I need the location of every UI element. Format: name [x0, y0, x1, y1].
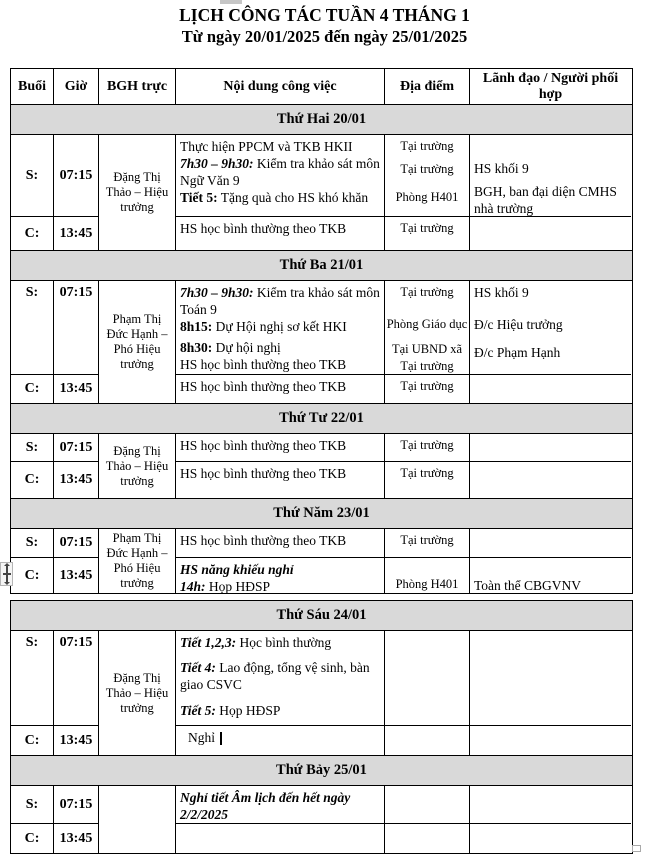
location-cell[interactable]: [385, 726, 469, 755]
paragraph: [474, 344, 628, 361]
paragraph: [180, 437, 380, 454]
session-cell[interactable]: S:: [11, 529, 53, 558]
table-header-row: [11, 69, 632, 105]
paragraph: [180, 532, 380, 549]
paragraph: [180, 465, 380, 482]
paragraph: [180, 729, 380, 746]
session-cell[interactable]: C:: [24, 732, 40, 748]
paragraph: [474, 160, 628, 177]
text-run: Tại trường: [400, 533, 454, 547]
text-run: Kiểm tra khảo sát môn Toán 9: [180, 285, 380, 317]
column-bgh: [99, 434, 176, 498]
column-partners: [470, 529, 631, 593]
text-run: Tại trường: [400, 139, 454, 153]
text-run: Tại trường: [400, 221, 454, 235]
partners-cell[interactable]: [470, 726, 631, 755]
paragraph: [180, 578, 380, 593]
text-run: Tặng quà cho HS khó khăn: [217, 190, 369, 205]
time-cell[interactable]: 07:15: [54, 631, 98, 726]
text-run: Tiết 5:: [180, 703, 216, 718]
column-content: [176, 631, 385, 755]
bgh-cell[interactable]: Đặng Thị Thảo – Hiệu trưởng: [105, 170, 169, 214]
header-dia-diem[interactable]: Địa điểm: [385, 69, 470, 104]
paragraph: [474, 577, 628, 593]
content-cell[interactable]: [176, 726, 384, 755]
column-time: [54, 434, 99, 498]
day-section: [11, 498, 632, 593]
table-move-handle-icon[interactable]: [0, 562, 13, 586]
column-bgh: [99, 529, 176, 593]
time-cell[interactable]: 13:45: [59, 225, 93, 241]
location-cell[interactable]: [385, 631, 469, 726]
column-time: [54, 786, 99, 853]
text-run: Học bình thường: [236, 635, 332, 650]
text-run: HS năng khiếu nghỉ: [180, 562, 294, 577]
partners-cell[interactable]: [470, 217, 631, 250]
location-cell[interactable]: [385, 462, 469, 498]
paragraph: [474, 284, 628, 301]
column-bgh: [99, 281, 176, 403]
text-run: Tại trường: [400, 438, 454, 452]
session-cell[interactable]: S:: [11, 135, 53, 217]
text-run: Đ/c Hiệu trưởng: [474, 317, 563, 332]
session-cell[interactable]: C:: [24, 225, 40, 241]
text-run: HS học bình thường theo TKB: [180, 221, 347, 236]
text-run: Phòng H401: [395, 577, 459, 591]
session-cell[interactable]: C:: [24, 381, 40, 396]
paragraph: [180, 634, 380, 651]
text-run: Tại UBND xã: [391, 342, 463, 356]
column-bgh: [99, 631, 176, 755]
session-cell[interactable]: C:: [24, 472, 40, 487]
column-session: [11, 281, 54, 403]
schedule-tables: [10, 68, 633, 854]
column-partners: [470, 631, 631, 755]
paragraph: [386, 437, 468, 454]
paragraph: [180, 702, 380, 719]
partners-cell[interactable]: [470, 135, 631, 217]
location-cell[interactable]: [385, 529, 469, 558]
text-run: 7h30 – 9h30:: [180, 156, 254, 171]
time-cell[interactable]: 13:45: [59, 381, 93, 396]
session-cell[interactable]: S:: [11, 281, 53, 375]
partners-cell[interactable]: [470, 281, 631, 375]
session-cell[interactable]: C:: [24, 830, 40, 846]
paragraph: [180, 189, 380, 206]
text-run: HS khối 9: [474, 285, 529, 300]
location-cell[interactable]: [385, 217, 469, 250]
column-location: [385, 135, 470, 250]
content-cell[interactable]: [176, 135, 384, 217]
header-bgh-truc[interactable]: BGH trực: [99, 69, 176, 104]
day-section: [11, 755, 632, 853]
column-session: [11, 434, 54, 498]
location-cell[interactable]: [385, 558, 469, 593]
header-lanh-dao[interactable]: Lãnh đạo / Người phối hợp: [482, 70, 619, 102]
day-body: [11, 281, 632, 403]
column-partners: [470, 786, 631, 853]
column-content: [176, 135, 385, 250]
session-cell[interactable]: S:: [11, 786, 53, 824]
text-run: BGH, ban đại diện CMHS nhà trường: [474, 184, 617, 216]
partners-cell[interactable]: [470, 824, 631, 853]
paragraph: [386, 316, 468, 333]
header-noi-dung[interactable]: Nội dung công việc: [176, 69, 385, 104]
paragraph: [386, 220, 468, 237]
day-band[interactable]: Thứ Hai 20/01: [11, 105, 632, 135]
partners-cell[interactable]: [470, 375, 631, 403]
paragraph: [386, 138, 468, 155]
column-content: [176, 434, 385, 498]
time-cell[interactable]: 13:45: [59, 472, 93, 487]
text-run: Tiết 5:: [180, 190, 218, 205]
column-content: [176, 281, 385, 403]
text-run: 8h15:: [180, 319, 213, 334]
text-run: Dự hội nghị: [212, 340, 281, 355]
content-cell[interactable]: [176, 281, 384, 375]
text-run: Đ/c Phạm Hạnh: [474, 345, 561, 360]
paragraph: [474, 183, 628, 217]
day-body: [11, 529, 632, 593]
paragraph: [180, 789, 380, 823]
text-run: 14h:: [180, 579, 206, 593]
text-run: Họp HĐSP: [205, 579, 271, 593]
day-band[interactable]: Thứ Bảy 25/01: [11, 755, 632, 786]
bgh-cell[interactable]: Đặng Thị Thảo – Hiệu trưởng: [105, 443, 169, 488]
bgh-cell[interactable]: Phạm Thị Đức Hạnh – Phó Hiệu trưởng: [106, 531, 168, 590]
partners-cell[interactable]: [470, 558, 631, 593]
partners-cell[interactable]: [470, 434, 631, 462]
move-handle-arrow-down: [4, 582, 10, 585]
text-run: Dự Hội nghị sơ kết HKI: [212, 319, 347, 334]
column-partners: [470, 135, 631, 250]
partners-cell[interactable]: [470, 462, 631, 498]
session-cell[interactable]: S:: [11, 631, 53, 726]
content-cell[interactable]: [176, 434, 384, 462]
time-cell[interactable]: 07:15: [54, 281, 98, 375]
text-run: HS học bình thường theo TKB: [180, 357, 347, 372]
partners-cell[interactable]: [470, 631, 631, 726]
paragraph: [180, 284, 380, 318]
column-location: [385, 281, 470, 403]
text-run: Nghỉ: [188, 730, 215, 745]
header-buoi[interactable]: Buổi: [11, 69, 54, 104]
column-bgh: [99, 786, 176, 853]
schedule-table-1: [10, 68, 633, 594]
paragraph: [180, 659, 380, 693]
column-time: [54, 281, 99, 403]
content-cell[interactable]: [176, 462, 384, 498]
text-run: Toàn thể CBGVNV: [474, 578, 582, 593]
session-cell[interactable]: C:: [24, 567, 40, 583]
paragraph: [386, 284, 468, 301]
paragraph: [386, 341, 468, 358]
column-session: [11, 786, 54, 853]
bgh-cell[interactable]: [99, 786, 175, 853]
text-run: Phòng Giáo dục: [386, 317, 468, 331]
text-run: Nghỉ tiết Âm lịch đến hết ngày 2/2/2025: [180, 790, 351, 822]
move-handle-hbar: [3, 573, 11, 575]
paragraph: [386, 358, 468, 375]
paragraph: [180, 155, 380, 189]
text-run: 7h30 – 9h30:: [180, 285, 254, 300]
text-run: HS khối 9: [474, 161, 529, 176]
paragraph: [386, 161, 468, 178]
location-cell[interactable]: [385, 824, 469, 853]
column-bgh: [99, 135, 176, 250]
location-cell[interactable]: [385, 375, 469, 403]
column-time: [54, 135, 99, 250]
paragraph: [386, 465, 468, 482]
paragraph: [386, 378, 468, 395]
partners-cell[interactable]: [470, 786, 631, 824]
column-session: [11, 529, 54, 593]
time-cell[interactable]: 13:45: [59, 567, 93, 583]
column-session: [11, 631, 54, 755]
day-section: [11, 403, 632, 498]
text-run: HS học bình thường theo TKB: [180, 466, 347, 481]
text-run: Tại trường: [400, 359, 454, 373]
content-cell[interactable]: [176, 375, 384, 403]
paragraph: [386, 189, 468, 206]
move-handle-arrow-up: [4, 563, 10, 566]
column-time: [54, 631, 99, 755]
day-band[interactable]: Thứ Năm 23/01: [11, 498, 632, 529]
day-band[interactable]: Thứ Tư 22/01: [11, 403, 632, 434]
location-cell[interactable]: [385, 281, 469, 375]
day-body: [11, 786, 632, 853]
bgh-cell[interactable]: Phạm Thị Đức Hạnh – Phó Hiệu trưởng: [106, 312, 168, 371]
day-band[interactable]: Thứ Ba 21/01: [11, 250, 632, 281]
partners-cell[interactable]: [470, 529, 631, 558]
text-run: HS học bình thường theo TKB: [180, 533, 347, 548]
location-cell[interactable]: [385, 135, 469, 217]
content-cell[interactable]: [176, 631, 384, 726]
paragraph: [180, 561, 380, 578]
text-run: Tại trường: [400, 466, 454, 480]
paragraph: [180, 138, 380, 155]
day-band[interactable]: Thứ Sáu 24/01: [11, 601, 632, 631]
text-run: HS học bình thường theo TKB: [180, 438, 347, 453]
column-location: [385, 529, 470, 593]
content-cell[interactable]: [176, 824, 384, 853]
text-run: HS học bình thường theo TKB: [180, 379, 347, 394]
location-cell[interactable]: [385, 786, 469, 824]
text-run: Tại trường: [400, 379, 454, 393]
header-gio[interactable]: Giờ: [54, 69, 99, 104]
day-section: [11, 105, 632, 250]
column-content: [176, 786, 385, 853]
scrollbar-remnant: [220, 0, 242, 4]
text-run: Tiết 4:: [180, 660, 216, 675]
content-cell[interactable]: [176, 558, 384, 593]
time-cell[interactable]: 13:45: [59, 830, 93, 846]
column-partners: [470, 434, 631, 498]
content-cell[interactable]: [176, 529, 384, 558]
text-run: Tại trường: [400, 162, 454, 176]
text-run: Lao động, tổng vệ sinh, bàn giao CSVC: [180, 660, 370, 692]
schedule-table-2: [10, 600, 633, 854]
text-run: Tại trường: [400, 285, 454, 299]
time-cell[interactable]: 07:15: [54, 135, 98, 217]
paragraph: [386, 532, 468, 549]
content-cell[interactable]: [176, 786, 384, 824]
column-partners: [470, 281, 631, 403]
text-run: Tiết 1,2,3:: [180, 635, 237, 650]
column-session: [11, 135, 54, 250]
text-run: 8h30:: [180, 340, 213, 355]
paragraph: [386, 576, 468, 593]
column-location: [385, 786, 470, 853]
text-run: Họp HĐSP: [215, 703, 281, 718]
day-section: [11, 250, 632, 403]
day-body: [11, 434, 632, 498]
time-cell[interactable]: 07:15: [54, 434, 98, 462]
column-content: [176, 529, 385, 593]
paragraph: [180, 318, 380, 335]
session-cell[interactable]: S:: [11, 434, 53, 462]
column-time: [54, 529, 99, 593]
paragraph: [180, 378, 380, 395]
day-section: [11, 601, 632, 755]
table-resize-handle-icon[interactable]: [632, 845, 641, 852]
time-cell[interactable]: 07:15: [54, 529, 98, 558]
paragraph: [180, 356, 380, 373]
column-location: [385, 631, 470, 755]
content-cell[interactable]: [176, 217, 384, 250]
day-body: [11, 631, 632, 755]
day-body: [11, 135, 632, 250]
bgh-cell[interactable]: Đặng Thị Thảo – Hiệu trưởng: [105, 670, 169, 715]
time-cell[interactable]: 07:15: [54, 786, 98, 824]
paragraph: [180, 220, 380, 237]
text-cursor: [220, 732, 222, 745]
paragraph: [180, 339, 380, 356]
doc-subtitle[interactable]: Từ ngày 20/01/2025 đến ngày 25/01/2025: [181, 27, 468, 46]
text-run: Kiểm tra khảo sát môn Ngữ Văn 9: [180, 156, 380, 188]
text-run: Phòng H401: [395, 190, 459, 204]
paragraph: [474, 316, 628, 333]
time-cell[interactable]: 13:45: [59, 732, 93, 748]
location-cell[interactable]: [385, 434, 469, 462]
text-run: Thực hiện PPCM và TKB HKII: [180, 139, 353, 154]
column-location: [385, 434, 470, 498]
doc-title[interactable]: LỊCH CÔNG TÁC TUẦN 4 THÁNG 1: [179, 5, 470, 25]
